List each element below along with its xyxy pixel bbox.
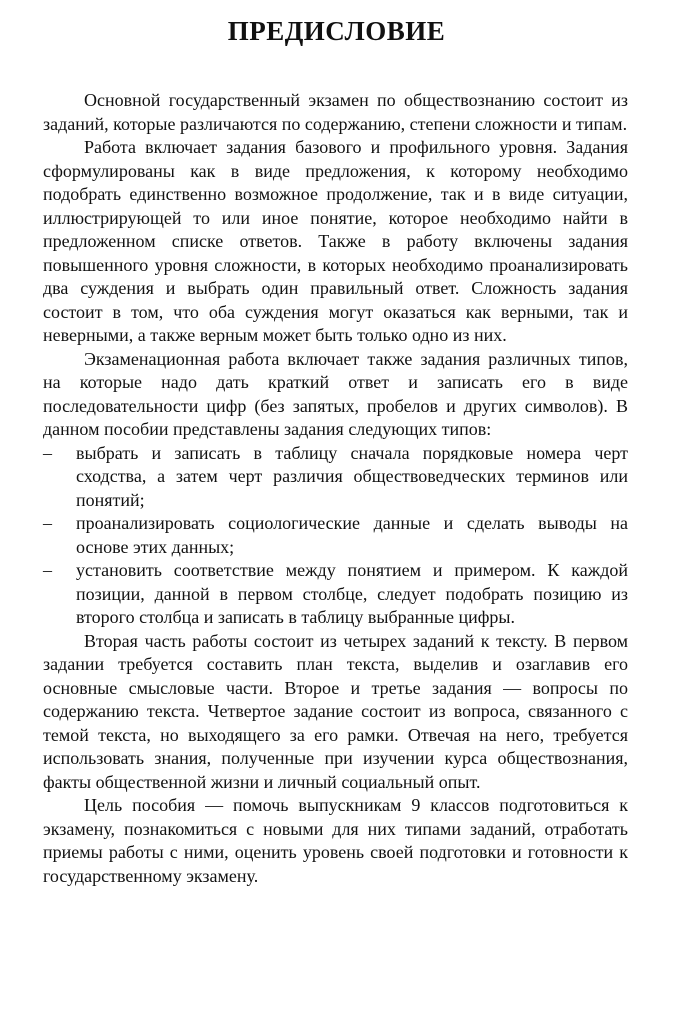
paragraph-task-types: Экзаменационная работа включает также задания различных типов, на которые надо дать краткий ответ и записать его в виде последовательности цифр (без запятых, пробелов и других символов). В данном пособии представлены задания следующих типов: (43, 348, 628, 439)
paragraph-purpose: Цель пособия — помочь выпускникам 9 классов подготовиться к экзамену, познакомиться с новыми для них типами заданий, отработать приемы работы с ними, оценить уровень своей подготовки и готовности к государственному экзамену. (43, 795, 628, 886)
preface-body (43, 89, 628, 888)
paragraph-intro: Основной государственный экзамен по обществознанию состоит из заданий, которые различаются по содержанию, степени сложности и типам. (43, 90, 628, 134)
page-title: ПРЕДИСЛОВИЕ (227, 16, 446, 46)
list-item (43, 559, 628, 630)
paragraph-second-part: Вторая часть работы состоит из четырех заданий к тексту. В первом задании требуется составить план текста, выделив и озаглавив его основные смысловые части. Второе и третье задания — вопросы по содержанию текста. Четвертое задание состоит из вопроса, связанного с темой текста, но выходящего за его рамки. Отвечая на него, требуется использовать знания, полученные при изучении курса обществознания, факты общественной жизни и личный социальный опыт. (43, 630, 628, 792)
list-dash-marker: – (43, 442, 52, 463)
list-dash-marker: – (43, 513, 52, 533)
list-item-text: проанализировать социологические данные и сделать выводы на основе этих данных; (76, 513, 628, 557)
task-type-list (43, 442, 628, 630)
list-dash-marker: – (43, 560, 52, 580)
list-item-text: установить соответствие между понятием и примером. К каждой позиции, данной в первом столбце, следует подобрать позицию из второго столбца и записать в таблицу выбранные цифры. (76, 560, 628, 627)
list-item (43, 512, 628, 559)
list-item-text: выбрать и записать в таблицу сначала порядковые номера черт сходства, а затем черт различия обществоведческих терминов или понятий; (76, 442, 628, 510)
list-item (43, 442, 628, 513)
paragraph-work-structure: Работа включает задания базового и профильного уровня. Задания сформулированы как в виде предложения, к которому необходимо подобрать единственно возможное продолжение, так и в виде ситуации, иллюстрирующей то или иное понятие, которое необходимо найти в предложенном списке ответов. Также в работу включены задания повышенного уровня сложности, в которых необходимо проанализировать два суждения и выбрать один правильный ответ. Сложность задания состоит в том, что оба суждения могут оказаться как верными, так и неверными, а также верным может быть только одно из них. (43, 137, 628, 345)
